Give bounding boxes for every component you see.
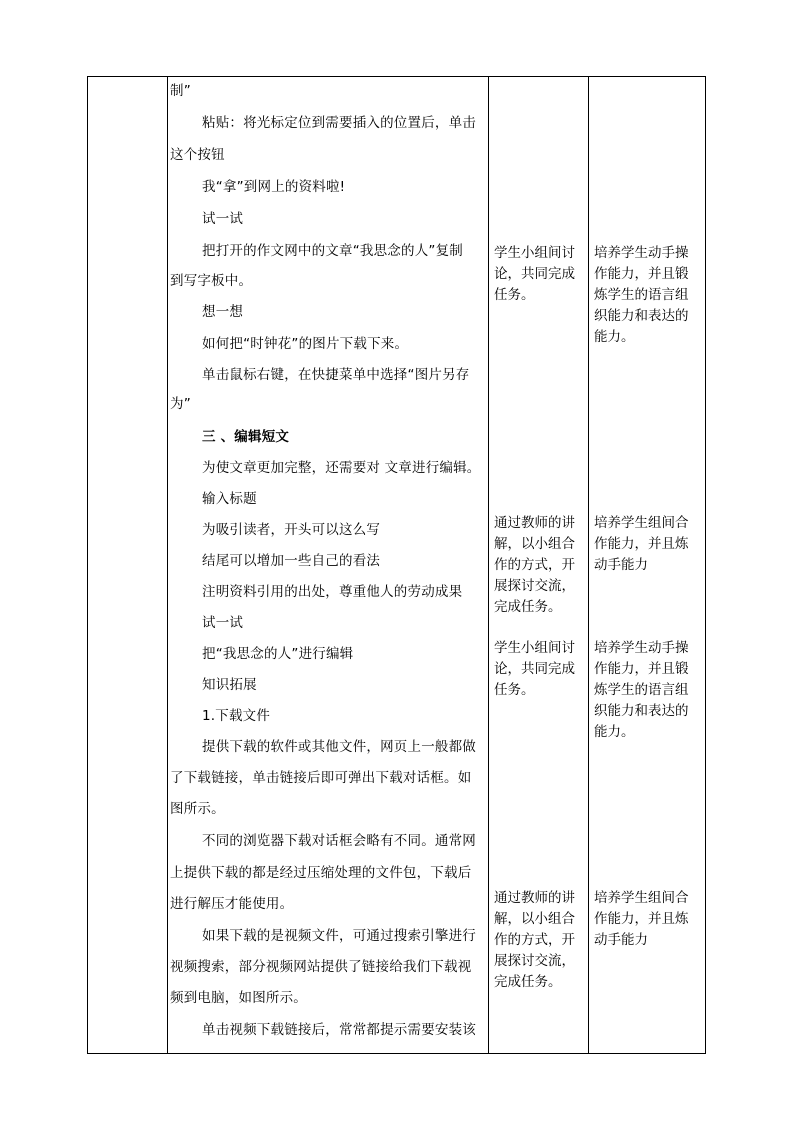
student-activity-cell [494, 513, 584, 618]
cell-line: 作能力，并且锻 [594, 661, 689, 677]
content-line: 为吸引读者，开头可以这么写 [202, 522, 381, 538]
design-purpose-cell [594, 888, 702, 951]
cell-line: 通过教师的讲 [494, 515, 575, 531]
cell-line: 解，以小组合 [494, 536, 575, 552]
cell-line: 完成任务。 [494, 599, 562, 615]
content-line: 把“我思念的人”进行编辑 [202, 646, 354, 662]
content-line: 试一试 [202, 211, 244, 227]
cell-line: 解，以小组合 [494, 911, 575, 927]
column-divider [588, 77, 589, 1053]
cell-line: 作的方式，开 [494, 557, 575, 573]
cell-line: 织能力和表达的 [594, 308, 689, 324]
content-line: 图所示。 [170, 801, 225, 817]
content-line: 上提供下载的都是经过压缩处理的文件包，下载后 [170, 865, 472, 881]
content-line: 想一想 [202, 304, 244, 320]
content-line: 提供下载的软件或其他文件，网页上一般都做 [202, 739, 476, 755]
student-activity-cell [494, 638, 584, 701]
cell-line: 任务。 [494, 682, 535, 698]
content-line: 结尾可以增加一些自己的看法 [202, 553, 381, 569]
cell-line: 论，共同完成 [494, 661, 575, 677]
column-divider [167, 77, 168, 1053]
content-line: 频到电脑，如图所示。 [170, 990, 307, 1006]
content-line: 我“拿”到网上的资料啦! [202, 179, 346, 195]
content-line: 了下载链接，单击链接后即可弹出下载对话框。如 [170, 770, 472, 786]
content-line: 单击视频下载链接后，常常都提示需要安装该 [202, 1022, 476, 1038]
student-activity-cell [494, 888, 584, 993]
cell-line: 织能力和表达的 [594, 703, 689, 719]
content-line: 这个按钮 [170, 147, 225, 163]
cell-line: 能力。 [594, 724, 635, 740]
cell-line: 培养学生动手操 [594, 245, 689, 261]
content-line: 注明资料引用的出处，尊重他人的劳动成果 [202, 584, 463, 600]
cell-line: 动手能力 [594, 557, 648, 573]
content-line: 输入标题 [202, 491, 257, 507]
design-purpose-cell [594, 243, 702, 348]
column-divider [488, 77, 489, 1053]
cell-line: 培养学生组间合 [594, 515, 689, 531]
cell-line: 展探讨交流， [494, 578, 575, 594]
content-line: 制” [170, 83, 191, 99]
cell-line: 完成任务。 [494, 974, 562, 990]
content-line: 单击鼠标右键，在快捷菜单中选择“图片另存 [202, 367, 470, 383]
cell-line: 通过教师的讲 [494, 890, 575, 906]
cell-line: 炼学生的语言组 [594, 287, 689, 303]
content-line: 视频搜索，部分视频网站提供了链接给我们下载视 [170, 959, 472, 975]
content-line: 把打开的作文网中的文章“我思念的人”复制 [202, 243, 463, 259]
design-purpose-cell [594, 513, 702, 576]
content-line: 试一试 [202, 615, 244, 631]
cell-line: 动手能力 [594, 932, 648, 948]
cell-line: 作能力，并且炼 [594, 536, 689, 552]
content-line: 如何把“时钟花”的图片下载下来。 [202, 336, 409, 352]
cell-line: 论，共同完成 [494, 266, 575, 282]
content-line: 1.下载文件 [202, 708, 271, 724]
content-line: 进行解压才能使用。 [170, 896, 294, 912]
content-line: 如果下载的是视频文件，可通过搜索引擎进行 [202, 928, 476, 944]
cell-line: 炼学生的语言组 [594, 682, 689, 698]
content-line: 粘贴：将光标定位到需要插入的位置后，单击 [202, 115, 476, 131]
cell-line: 作的方式，开 [494, 932, 575, 948]
cell-line: 学生小组间讨 [494, 245, 575, 261]
content-line: 为使文章更加完整，还需要对 文章进行编辑。 [202, 460, 481, 476]
section-heading: 三 、编辑短文 [202, 429, 290, 445]
content-line: 知识拓展 [202, 677, 257, 693]
student-activity-cell [494, 243, 584, 306]
cell-line: 展探讨交流， [494, 953, 575, 969]
cell-line: 学生小组间讨 [494, 640, 575, 656]
cell-line: 能力。 [594, 329, 635, 345]
cell-line: 培养学生组间合 [594, 890, 689, 906]
content-line: 为” [170, 396, 191, 412]
cell-line: 培养学生动手操 [594, 640, 689, 656]
design-purpose-cell [594, 638, 702, 743]
lesson-table [87, 76, 706, 1054]
content-line: 不同的浏览器下载对话框会略有不同。通常网 [202, 833, 476, 849]
cell-line: 任务。 [494, 287, 535, 303]
cell-line: 作能力，并且炼 [594, 911, 689, 927]
content-line: 到写字板中。 [170, 273, 253, 289]
cell-line: 作能力，并且锻 [594, 266, 689, 282]
